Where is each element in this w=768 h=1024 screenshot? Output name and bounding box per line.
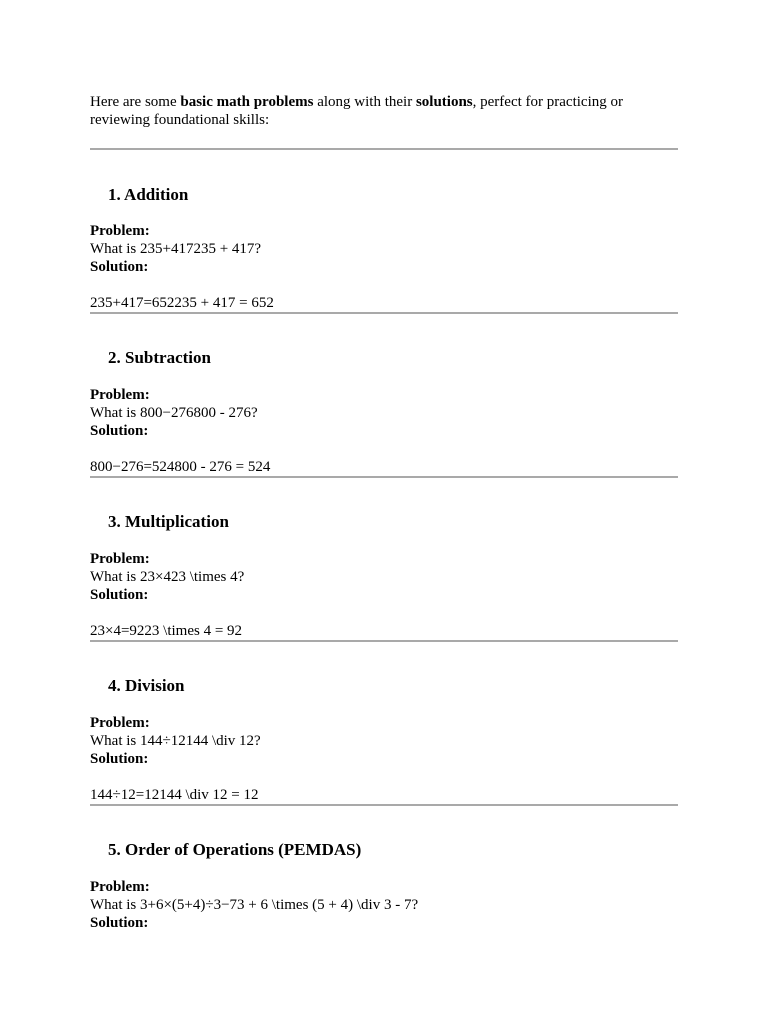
solution-text: 144÷12=12144 \div 12 = 12 — [90, 787, 259, 803]
divider — [90, 148, 678, 150]
section-multiplication — [90, 512, 678, 640]
intro-text: , perfect for practicing or reviewing foundational skills: — [90, 94, 623, 128]
section-subtraction — [90, 348, 678, 476]
intro-text: along with their — [313, 94, 416, 110]
problem-label: Problem: — [90, 715, 150, 731]
solution-label: Solution: — [90, 423, 149, 439]
problem-text: What is 800−276800 - 276? — [90, 405, 258, 421]
divider — [90, 476, 678, 478]
solution-text: 800−276=524800 - 276 = 524 — [90, 459, 271, 475]
intro-paragraph — [90, 93, 678, 129]
intro-text: Here are some — [90, 94, 181, 110]
solution-text: 23×4=9223 \times 4 = 92 — [90, 623, 243, 639]
section-heading: 1. Addition — [108, 185, 189, 204]
section-division — [90, 676, 678, 804]
problem-text: What is 3+6×(5+4)÷3−73 + 6 \times (5 + 4) \div 3 - 7? — [90, 897, 419, 913]
problem-text: What is 23×423 \times 4? — [90, 569, 245, 585]
section-order-of-operations — [90, 840, 678, 932]
problem-label: Problem: — [90, 551, 150, 567]
divider — [90, 640, 678, 642]
problem-label: Problem: — [90, 223, 150, 239]
problem-text: What is 235+417235 + 417? — [90, 241, 262, 257]
section-addition — [90, 185, 678, 312]
intro-bold-problems: basic math problems — [180, 94, 314, 110]
problem-label: Problem: — [90, 387, 150, 403]
intro-bold-solutions: solutions — [415, 94, 473, 110]
divider — [90, 804, 678, 806]
section-heading: 3. Multiplication — [108, 512, 229, 531]
document — [90, 93, 678, 932]
solution-label: Solution: — [90, 259, 149, 275]
solution-label: Solution: — [90, 751, 149, 767]
problem-label: Problem: — [90, 879, 150, 895]
section-heading: 2. Subtraction — [108, 348, 211, 367]
divider — [90, 312, 678, 314]
problem-text: What is 144÷12144 \div 12? — [90, 733, 261, 749]
solution-text: 235+417=652235 + 417 = 652 — [90, 295, 274, 311]
solution-label: Solution: — [90, 587, 149, 603]
solution-label: Solution: — [90, 915, 149, 931]
section-heading: 4. Division — [108, 676, 185, 695]
section-heading: 5. Order of Operations (PEMDAS) — [108, 840, 362, 859]
